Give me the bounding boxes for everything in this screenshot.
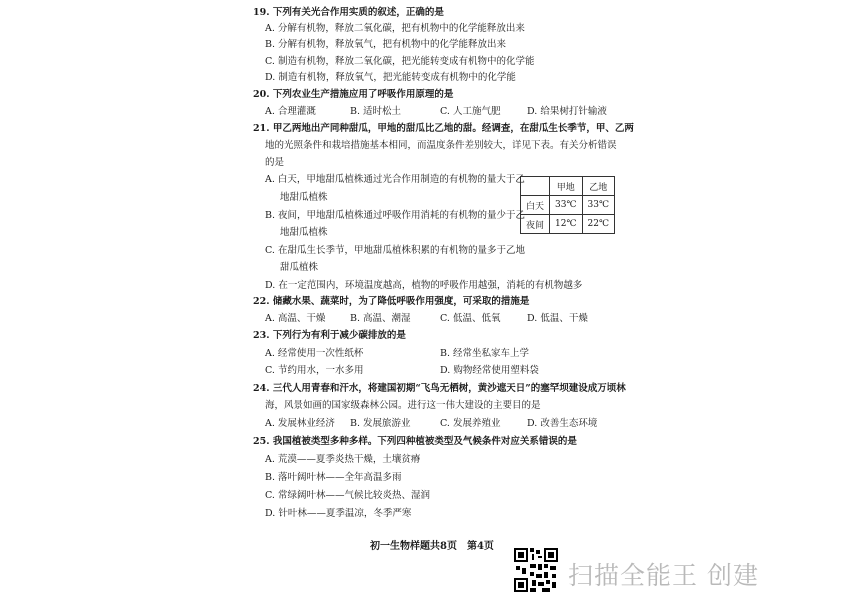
q20-option-b: B. 适时松土 (350, 106, 402, 117)
q19-option-a: A. 分解有机物，释放二氧化碳，把有机物中的化学能释放出来 (265, 23, 525, 34)
q22-option-c: C. 低温、低氧 (440, 313, 501, 324)
q25-option-b: B. 落叶阔叶林——全年高温多雨 (265, 472, 402, 483)
q23-option-d: D. 购物经常使用塑料袋 (440, 365, 539, 376)
q22-option-a: A. 高温、干燥 (265, 313, 326, 324)
q24-option-a: A. 发展林业经济 (265, 418, 335, 429)
table-cell: 33℃ (550, 196, 583, 215)
qr-code-icon (514, 548, 558, 592)
watermark-text: 扫描全能王 创建 (568, 561, 759, 590)
q22-option-b: B. 高温、潮湿 (350, 313, 411, 324)
q20-option-a: A. 合理灌溉 (265, 106, 316, 117)
q21-option-a-line2: 地甜瓜植株 (280, 192, 328, 203)
page-footer: 初一生物样题共8页 第4页 (370, 541, 494, 552)
q21-option-c-line1: C. 在甜瓜生长季节，甲地甜瓜植株积累的有机物的量多于乙地 (265, 245, 525, 256)
q24-stem-line2: 海，风景如画的国家级森林公园。进行这一伟大建设的主要目的是 (265, 400, 541, 411)
table-header-row (521, 177, 615, 196)
q21-option-d: D. 在一定范围内，环境温度越高，植物的呼吸作用越强，消耗的有机物越多 (265, 280, 583, 291)
q24-option-d: D. 改善生态环境 (527, 418, 598, 429)
q20-option-d: D. 给果树打针输液 (527, 106, 607, 117)
table-cell: 22℃ (582, 215, 615, 234)
q21-stem-line2: 地的光照条件和栽培措施基本相同，而温度条件差别较大，详见下表。有关分析错误 (265, 140, 617, 151)
q21-option-a-line1: A. 白天，甲地甜瓜植株通过光合作用制造的有机物的量大于乙 (265, 174, 525, 185)
table-cell: 33℃ (582, 196, 615, 215)
q22-stem: 22. 储藏水果、蔬菜时，为了降低呼吸作用强度，可采取的措施是 (253, 296, 530, 307)
q21-option-c-line2: 甜瓜植株 (280, 262, 319, 273)
table-header-cell: 甲地 (550, 177, 583, 196)
table-row (521, 215, 615, 234)
q21-option-b-line1: B. 夜间，甲地甜瓜植株通过呼吸作用消耗的有机物的量少于乙 (265, 210, 526, 221)
q19-option-d: D. 制造有机物，释放氧气，把光能转变成有机物中的化学能 (265, 72, 516, 83)
q21-stem-line3: 的是 (265, 157, 285, 168)
table-row-label: 夜间 (521, 215, 550, 234)
q21-option-b-line2: 地甜瓜植株 (280, 227, 328, 238)
q23-option-c: C. 节约用水，一水多用 (265, 365, 364, 376)
table-cell: 12℃ (550, 215, 583, 234)
q19-stem: 19. 下列有关光合作用实质的叙述，正确的是 (253, 7, 444, 18)
q25-option-a: A. 荒漠——夏季炎热干燥，土壤贫瘠 (265, 454, 421, 465)
q20-option-c: C. 人工施气肥 (440, 106, 501, 117)
q23-option-b: B. 经常坐私家车上学 (440, 348, 530, 359)
q19-option-c: C. 制造有机物，释放二氧化碳，把光能转变成有机物中的化学能 (265, 56, 535, 67)
table-cell (521, 177, 550, 196)
temperature-table (520, 176, 615, 234)
q24-stem-line1: 24. 三代人用青春和汗水，将建国初期“飞鸟无栖树，黄沙遮天日”的塞罕坝建设成万顷林 (253, 383, 626, 394)
q19-option-b: B. 分解有机物，释放氧气，把有机物中的化学能释放出来 (265, 39, 507, 50)
q25-stem: 25. 我国植被类型多种多样。下列四种植被类型及气候条件对应关系错误的是 (253, 436, 577, 447)
table-row (521, 196, 615, 215)
q24-option-c: C. 发展养殖业 (440, 418, 501, 429)
table-row-label: 白天 (521, 196, 550, 215)
q25-option-d: D. 针叶林——夏季温凉，冬季严寒 (265, 508, 412, 519)
q24-option-b: B. 发展旅游业 (350, 418, 411, 429)
q21-stem-line1: 21. 甲乙两地出产同种甜瓜，甲地的甜瓜比乙地的甜。经调查，在甜瓜生长季节，甲、乙两 (253, 123, 634, 134)
q23-stem: 23. 下列行为有利于减少碳排放的是 (253, 330, 406, 341)
q25-option-c: C. 常绿阔叶林——气候比较炎热、湿润 (265, 490, 430, 501)
q23-option-a: A. 经常使用一次性纸杯 (265, 348, 364, 359)
q20-stem: 20. 下列农业生产措施应用了呼吸作用原理的是 (253, 89, 454, 100)
q22-option-d: D. 低温、干燥 (527, 313, 588, 324)
table-header-cell: 乙地 (582, 177, 615, 196)
